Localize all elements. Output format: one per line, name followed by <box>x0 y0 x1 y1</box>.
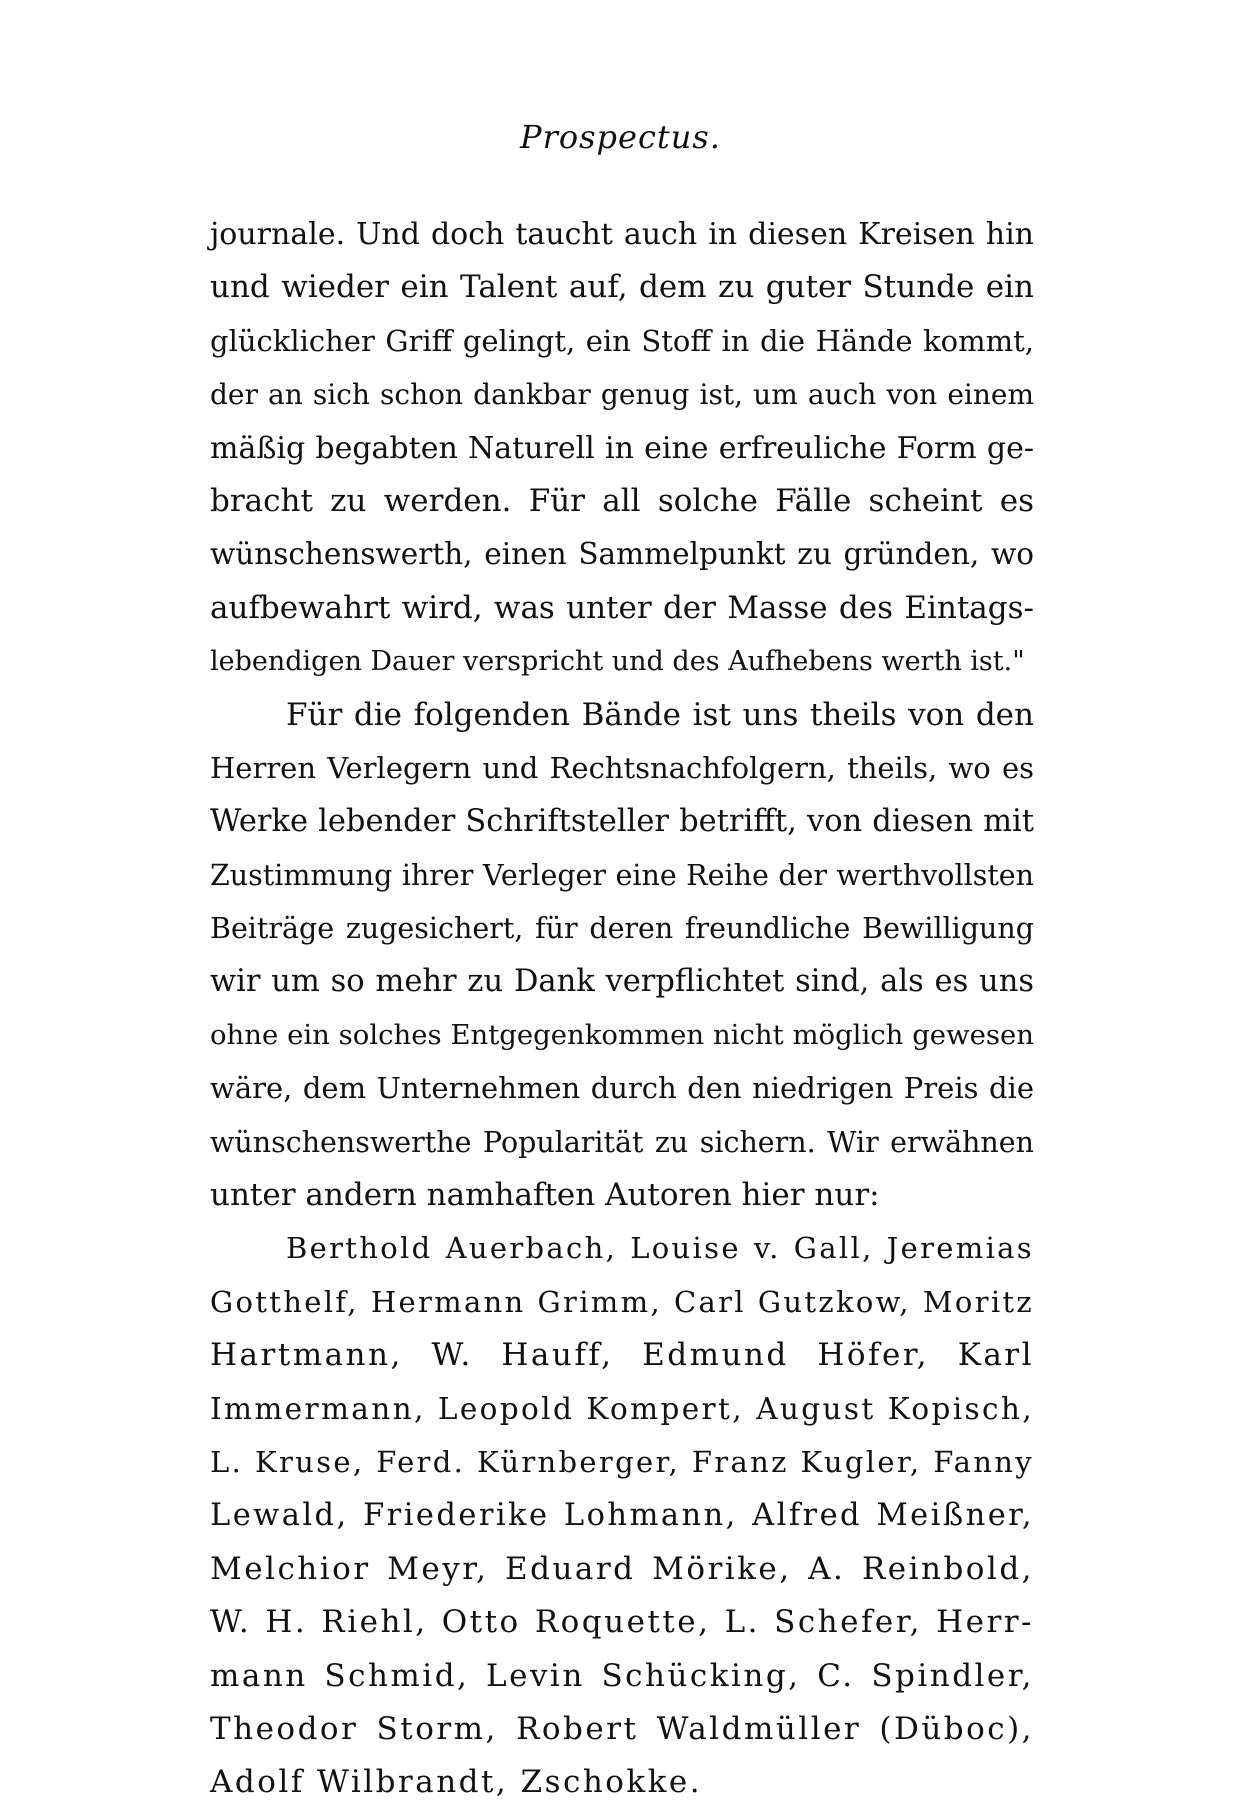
text-line: W. H. Riehl, Otto Roquette, L. Schefer, Herr- <box>210 1604 1034 1641</box>
text-line: Werke lebender Schriftsteller betrifft, von diesen mit <box>210 804 1034 840</box>
text-line: der an sich schon dankbar genug ist, um auch von einem <box>210 378 1034 412</box>
text-line: Hartmann, W. Hauff, Edmund Höfer, Karl <box>210 1337 1034 1374</box>
text-line: glücklicher Griff gelingt, ein Stoff in die Hände kommt, <box>210 323 1034 358</box>
text-line: Immermann, Leopold Kompert, August Kopisch, <box>210 1391 1034 1426</box>
text-line: Lewald, Friederike Lohmann, Alfred Meißner, <box>210 1498 1034 1534</box>
running-head: Prospectus. <box>520 118 721 156</box>
text-line: Adolf Wilbrandt, Zschokke. <box>210 1764 703 1801</box>
text-line: Herren Verlegern und Rechtsnachfolgern, theils, wo es <box>210 750 1034 785</box>
text-line: journale. Und doch taucht auch in diesen Kreisen hin <box>210 217 1034 252</box>
text-line: wünschenswerth, einen Sammelpunkt zu gründen, wo <box>210 537 1034 572</box>
text-line: Theodor Storm, Robert Waldmüller (Düboc), <box>210 1710 1034 1747</box>
text-line: ohne ein solches Entgegenkommen nicht möglich gewesen <box>210 1018 1034 1051</box>
text-line: mäßig begabten Naturell in eine erfreuliche Form ge- <box>210 430 1034 466</box>
body-text <box>210 208 1034 1810</box>
text-line: Melchior Meyr, Eduard Mörike, A. Reinbold, <box>210 1550 1034 1587</box>
text-line: bracht zu werden. Für all solche Fälle scheint es <box>210 482 1034 519</box>
text-line: und wieder ein Talent auf, dem zu guter Stunde ein <box>210 269 1034 306</box>
text-line: Zustimmung ihrer Verleger eine Reihe der werthvollsten <box>210 858 1034 892</box>
text-line: L. Kruse, Ferd. Kürnberger, Franz Kugler, Fanny <box>210 1444 1034 1479</box>
text-line: unter andern namhaften Autoren hier nur: <box>210 1177 880 1214</box>
text-line: lebendigen Dauer verspricht und des Aufhebens werth ist." <box>210 646 1025 678</box>
text-line: wünschenswerthe Popularität zu sichern. Wir erwähnen <box>210 1125 1034 1159</box>
text-line: aufbewahrt wird, was unter der Masse des Eintags- <box>210 589 1034 626</box>
text-line: Gotthelf, Hermann Grimm, Carl Gutzkow, Moritz <box>210 1284 1034 1319</box>
text-line: Für die folgenden Bände ist uns theils von den <box>286 696 1034 733</box>
text-line: Beiträge zugesichert, für deren freundliche Bewilligung <box>210 912 1034 946</box>
text-line: wir um so mehr zu Dank verpflichtet sind, als es uns <box>210 964 1034 1000</box>
text-line: wäre, dem Unternehmen durch den niedrigen Preis die <box>210 1071 1034 1106</box>
text-line: Berthold Auerbach, Louise v. Gall, Jeremias <box>286 1231 1034 1266</box>
text-line: mann Schmid, Levin Schücking, C. Spindler, <box>210 1657 1034 1694</box>
